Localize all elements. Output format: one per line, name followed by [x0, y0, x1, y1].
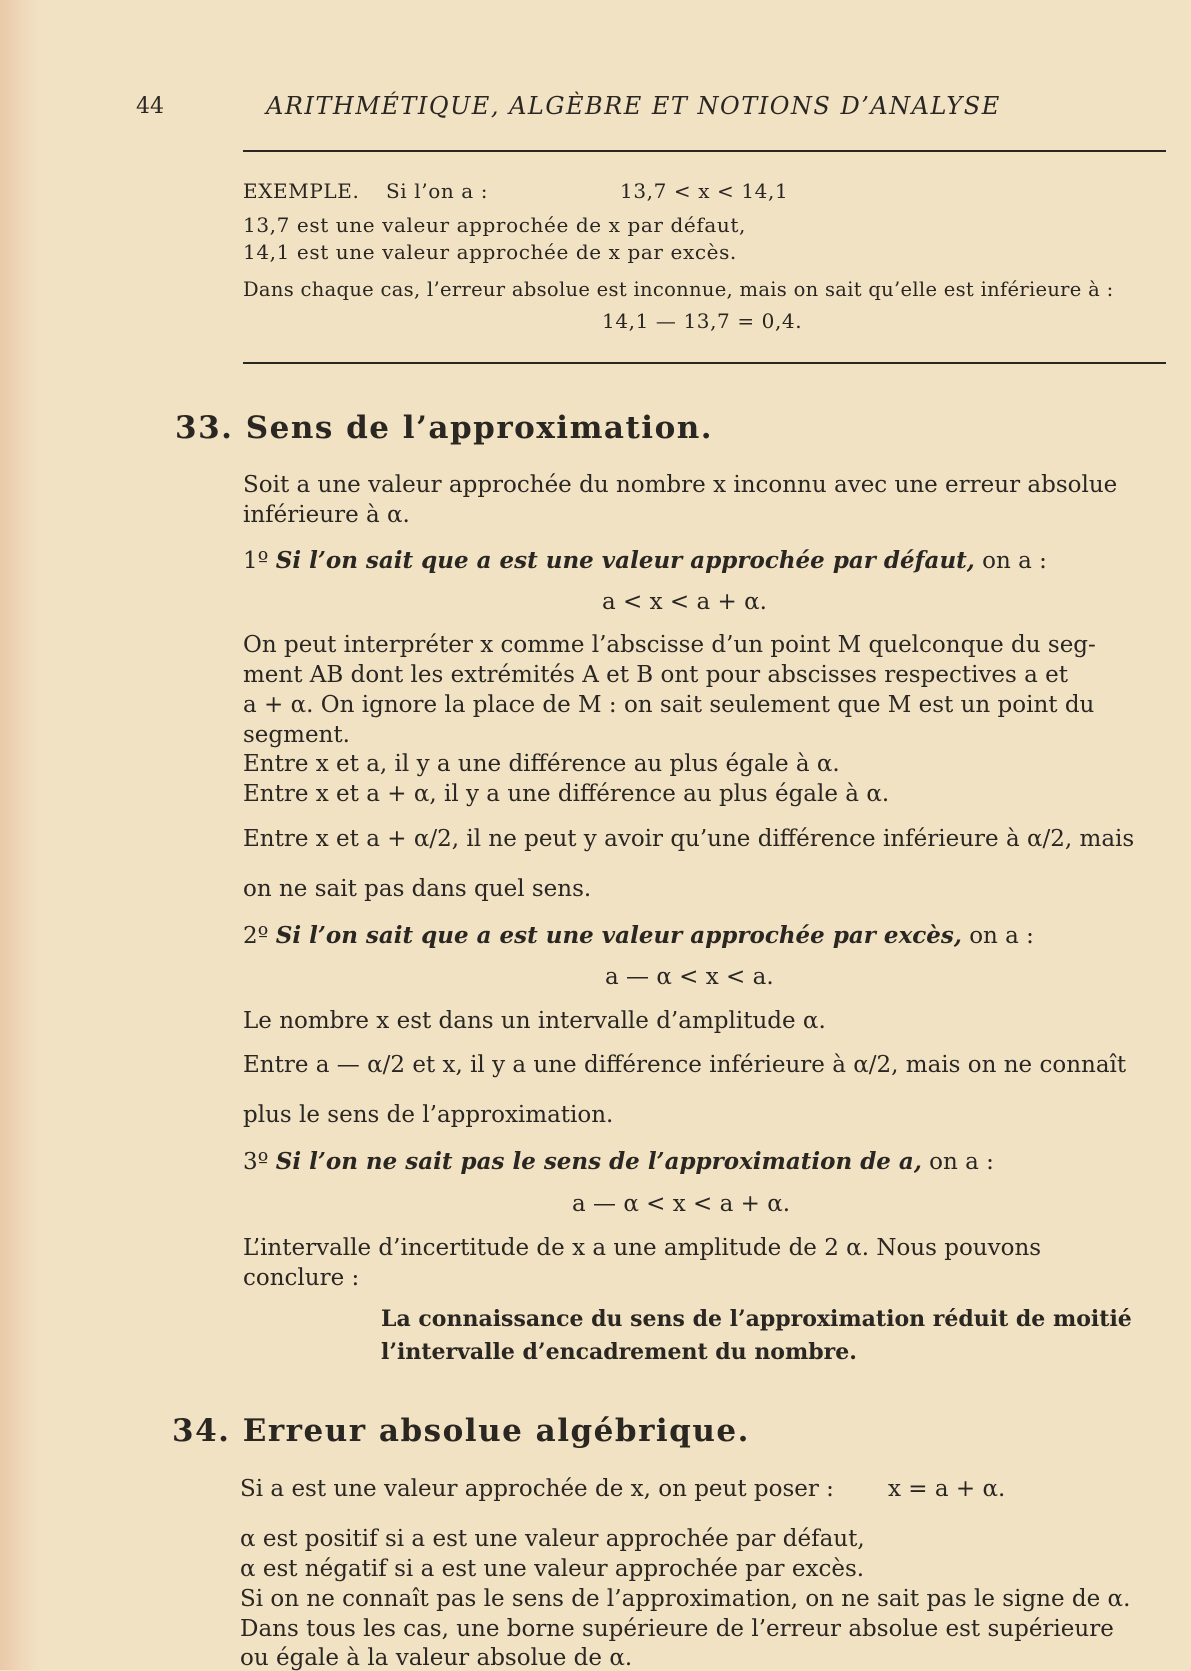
- case-2-formula: a — α < x < a.: [605, 964, 774, 990]
- s33-intro-line-2: inférieure à α.: [243, 502, 410, 528]
- example-difference: 14,1 — 13,7 = 0,4.: [602, 309, 803, 333]
- case-2-italic: Si l’on sait que a est une valeur approchée par excès,: [275, 922, 962, 949]
- case-1-italic: Si l’on sait que a est une valeur approchée par défaut,: [275, 547, 975, 574]
- s33-incertitude-line-1: L’intervalle d’incertitude de x a une amplitude de 2 α. Nous pouvons: [243, 1235, 1042, 1261]
- s33-diff-3b: on ne sait pas dans quel sens.: [243, 876, 592, 902]
- s33-para-1-line-1: On peut interpréter x comme l’abscisse d’un point M quelconque du seg-: [243, 632, 1096, 658]
- s33-diff-4a: Entre a — α/2 et x, il y a une différence inférieure à α/2, mais on ne connaît: [243, 1052, 1127, 1078]
- case-1-formula: a < x < a + α.: [602, 589, 767, 615]
- case-2-tail: on a :: [969, 923, 1034, 949]
- s33-case-3: [243, 1148, 994, 1175]
- section-33-heading: 33. Sens de l’approximation.: [175, 410, 714, 446]
- s33-diff-2: Entre x et a + α, il y a une différence au plus égale à α.: [243, 781, 890, 807]
- example-label: EXEMPLE.: [243, 179, 360, 203]
- s33-intro-line-1: Soit a une valeur approchée du nombre x inconnu avec une erreur absolue: [243, 472, 1118, 498]
- s34-line-5: ou égale à la valeur absolue de α.: [240, 1645, 633, 1671]
- s34-intro: Si a est une valeur approchée de x, on peut poser :: [240, 1476, 834, 1502]
- s34-line-1: α est positif si a est une valeur approchée par défaut,: [240, 1526, 865, 1552]
- running-header: ARITHMÉTIQUE, ALGÈBRE ET NOTIONS D’ANALYSE: [266, 92, 1001, 120]
- s34-line-4: Dans tous les cas, une borne supérieure de l’erreur absolue est supérieure: [240, 1616, 1114, 1642]
- case-3-tail: on a :: [929, 1149, 994, 1175]
- case-1-number: 1º: [243, 548, 269, 574]
- s33-diff-1: Entre x et a, il y a une différence au plus égale à α.: [243, 751, 840, 777]
- s33-conclusion-line-1: La connaissance du sens de l’approximation réduit de moitié: [381, 1306, 1132, 1332]
- s33-conclusion-line-2: l’intervalle d’encadrement du nombre.: [381, 1339, 857, 1365]
- s33-para-1-line-4: segment.: [243, 722, 350, 748]
- s34-formula: x = a + α.: [888, 1476, 1006, 1502]
- s33-incertitude-line-2: conclure :: [243, 1265, 360, 1291]
- s33-case-1: [243, 547, 1047, 574]
- case-3-italic: Si l’on ne sait pas le sens de l’approximation de a,: [275, 1148, 922, 1175]
- case-2-number: 2º: [243, 923, 269, 949]
- s33-para-1-line-3: a + α. On ignore la place de M : on sait seulement que M est un point du: [243, 692, 1095, 718]
- example-inequality: 13,7 < x < 14,1: [620, 179, 789, 203]
- example-intro: Si l’on a :: [386, 179, 489, 203]
- s33-para-1-line-2: ment AB dont les extrémités A et B ont pour abscisses respectives a et: [243, 662, 1069, 688]
- case-1-tail: on a :: [982, 548, 1047, 574]
- example-error-note: Dans chaque cas, l’erreur absolue est inconnue, mais on sait qu’elle est inférieure à :: [243, 278, 1114, 301]
- case-3-number: 3º: [243, 1149, 269, 1175]
- s34-line-2: α est négatif si a est une valeur approchée par excès.: [240, 1556, 865, 1582]
- section-34-heading: 34. Erreur absolue algébrique.: [172, 1413, 750, 1449]
- example-line-default: 13,7 est une valeur approchée de x par défaut,: [243, 213, 746, 237]
- s33-diff-4b: plus le sens de l’approximation.: [243, 1102, 614, 1128]
- page-binding-shadow: [0, 0, 40, 1670]
- s34-line-3: Si on ne connaît pas le sens de l’approximation, on ne sait pas le signe de α.: [240, 1586, 1131, 1612]
- header-rule: [243, 150, 1166, 152]
- s33-diff-3a: Entre x et a + α/2, il ne peut y avoir qu’une différence inférieure à α/2, mais: [243, 826, 1135, 852]
- example-box-bottom-rule: [243, 362, 1166, 364]
- s33-case-2: [243, 922, 1034, 949]
- example-line-excess: 14,1 est une valeur approchée de x par excès.: [243, 240, 737, 264]
- s33-interval: Le nombre x est dans un intervalle d’amplitude α.: [243, 1008, 826, 1034]
- case-3-formula: a — α < x < a + α.: [572, 1191, 791, 1217]
- page-number: 44: [136, 94, 164, 119]
